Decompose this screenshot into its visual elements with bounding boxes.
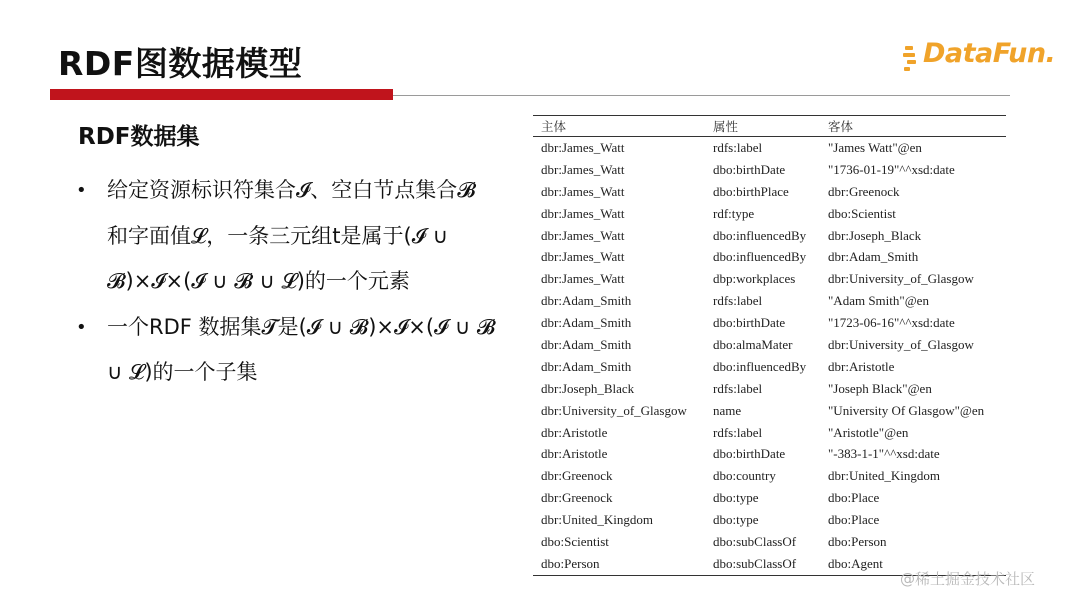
table-row xyxy=(533,246,1006,268)
subject-cell: dbr:James_Watt xyxy=(541,139,625,155)
predicate-cell: dbo:influencedBy xyxy=(713,227,807,243)
object-cell: "Aristotle"@en xyxy=(828,424,909,440)
predicate-cell: dbo:subClassOf xyxy=(705,553,820,575)
predicate-cell: rdf:type xyxy=(713,205,755,221)
object-cell: "James Watt"@en xyxy=(828,139,922,155)
predicate-cell: dbo:birthDate xyxy=(713,315,786,331)
subject-cell: dbr:Adam_Smith xyxy=(541,336,632,352)
subject-cell: dbo:Scientist xyxy=(541,533,609,549)
predicate-cell: rdfs:label xyxy=(713,424,763,440)
table-row xyxy=(533,334,1006,356)
object-cell: dbo:Scientist xyxy=(828,205,896,221)
table-row xyxy=(533,290,1006,312)
table-row xyxy=(533,356,1006,378)
subject-cell: dbr:Greenock xyxy=(541,490,613,506)
object-cell: dbr:Aristotle xyxy=(828,358,895,374)
bullet-text: 一个RDF 数据集𝓣是(𝓘 ∪ 𝓑)×𝓘×(𝓘 ∪ 𝓑 ∪ 𝓛)的一个子集 xyxy=(107,314,496,384)
predicate-cell: name xyxy=(713,402,742,418)
subject-cell: dbo:Person xyxy=(533,553,705,575)
predicate-cell: rdfs:label xyxy=(713,139,763,155)
table-row xyxy=(533,268,1006,290)
object-cell: dbr:Greenock xyxy=(828,183,900,199)
object-cell: dbr:Adam_Smith xyxy=(828,249,919,265)
object-cell: dbr:United_Kingdom xyxy=(828,468,940,484)
object-cell: "Adam Smith"@en xyxy=(828,293,929,309)
object-cell: dbo:Agent xyxy=(820,553,1006,575)
subject-cell: dbr:Joseph_Black xyxy=(541,380,635,396)
bullet-marker: • xyxy=(76,316,87,338)
table-row xyxy=(533,487,1006,509)
object-cell: dbr:University_of_Glasgow xyxy=(828,336,974,352)
object-cell: "1723-06-16"^^xsd:date xyxy=(828,315,955,331)
bullet-marker: • xyxy=(76,180,87,201)
table-row xyxy=(533,159,1006,181)
title-accent-bar xyxy=(50,89,393,100)
subject-cell: dbr:Aristotle xyxy=(541,446,608,462)
column-header-object: 客体 xyxy=(820,116,1006,137)
object-cell: dbo:Person xyxy=(828,533,887,549)
table-row xyxy=(533,422,1006,444)
subject-cell: dbr:James_Watt xyxy=(541,271,625,287)
table-row xyxy=(533,465,1006,487)
watermark: @稀土掘金技术社区 xyxy=(900,570,1036,588)
subject-cell: dbr:Adam_Smith xyxy=(541,293,632,309)
table-row xyxy=(533,225,1006,247)
table-row xyxy=(533,203,1006,225)
subject-cell: dbr:United_Kingdom xyxy=(541,512,653,528)
table-row xyxy=(533,443,1006,465)
object-cell: "University Of Glasgow"@en xyxy=(828,402,985,418)
table-row xyxy=(533,509,1006,531)
column-header-predicate: 属性 xyxy=(705,116,820,137)
table-row xyxy=(533,312,1006,334)
column-header-subject: 主体 xyxy=(533,116,705,137)
subject-cell: dbr:Aristotle xyxy=(541,424,608,440)
object-cell: dbo:Place xyxy=(828,490,880,506)
bullet-item xyxy=(76,168,496,305)
logo-text: DataFun. xyxy=(923,38,1056,69)
predicate-cell: dbo:country xyxy=(713,468,776,484)
datafun-dots-logo-icon xyxy=(903,46,925,72)
predicate-cell: dbo:almaMater xyxy=(713,336,793,352)
predicate-cell: dbo:type xyxy=(713,512,759,528)
predicate-cell: rdfs:label xyxy=(713,380,763,396)
predicate-cell: dbo:influencedBy xyxy=(713,358,807,374)
table-row xyxy=(533,181,1006,203)
datafun-logo xyxy=(903,36,1056,76)
object-cell: dbo:Place xyxy=(828,512,880,528)
subject-cell: dbr:James_Watt xyxy=(541,205,625,221)
bullet-text: 给定资源标识符集合𝓘、空白节点集合𝓑和字面值𝓛，一条三元组t是属于(𝓘 ∪ 𝓑)×𝓘×(𝓘 ∪ 𝓑 ∪ 𝓛)的一个元素 xyxy=(107,178,476,293)
object-cell: dbr:University_of_Glasgow xyxy=(828,271,974,287)
predicate-cell: dbo:birthDate xyxy=(713,446,786,462)
subject-cell: dbr:University_of_Glasgow xyxy=(541,402,687,418)
subject-cell: dbr:Greenock xyxy=(541,468,613,484)
predicate-cell: dbo:influencedBy xyxy=(713,249,807,265)
predicate-cell: dbo:type xyxy=(713,490,759,506)
table-row xyxy=(533,137,1006,159)
object-cell: "1736-01-19"^^xsd:date xyxy=(828,161,955,177)
predicate-cell: dbo:subClassOf xyxy=(713,533,797,549)
predicate-cell: rdfs:label xyxy=(713,293,763,309)
object-cell: "Joseph Black"@en xyxy=(828,380,932,396)
predicate-cell: dbp:workplaces xyxy=(713,271,796,287)
subject-cell: dbr:James_Watt xyxy=(541,161,625,177)
title-divider-line xyxy=(393,95,1010,96)
predicate-cell: dbo:birthPlace xyxy=(713,183,789,199)
slide-title: RDF图数据模型 xyxy=(58,44,303,83)
table-row xyxy=(533,531,1006,553)
bullet-list xyxy=(76,168,496,396)
predicate-cell: dbo:birthDate xyxy=(713,161,786,177)
bullet-item xyxy=(76,305,496,396)
rdf-triples-table xyxy=(533,115,1006,576)
section-heading: RDF数据集 xyxy=(78,124,200,150)
subject-cell: dbr:James_Watt xyxy=(541,183,625,199)
subject-cell: dbr:James_Watt xyxy=(541,227,625,243)
table-row xyxy=(533,378,1006,400)
subject-cell: dbr:James_Watt xyxy=(541,249,625,265)
subject-cell: dbr:Adam_Smith xyxy=(541,358,632,374)
object-cell: dbr:Joseph_Black xyxy=(828,227,922,243)
subject-cell: dbr:Adam_Smith xyxy=(541,315,632,331)
table-header-row xyxy=(533,116,1006,137)
object-cell: "-383-1-1"^^xsd:date xyxy=(828,446,940,462)
table-row xyxy=(533,400,1006,422)
